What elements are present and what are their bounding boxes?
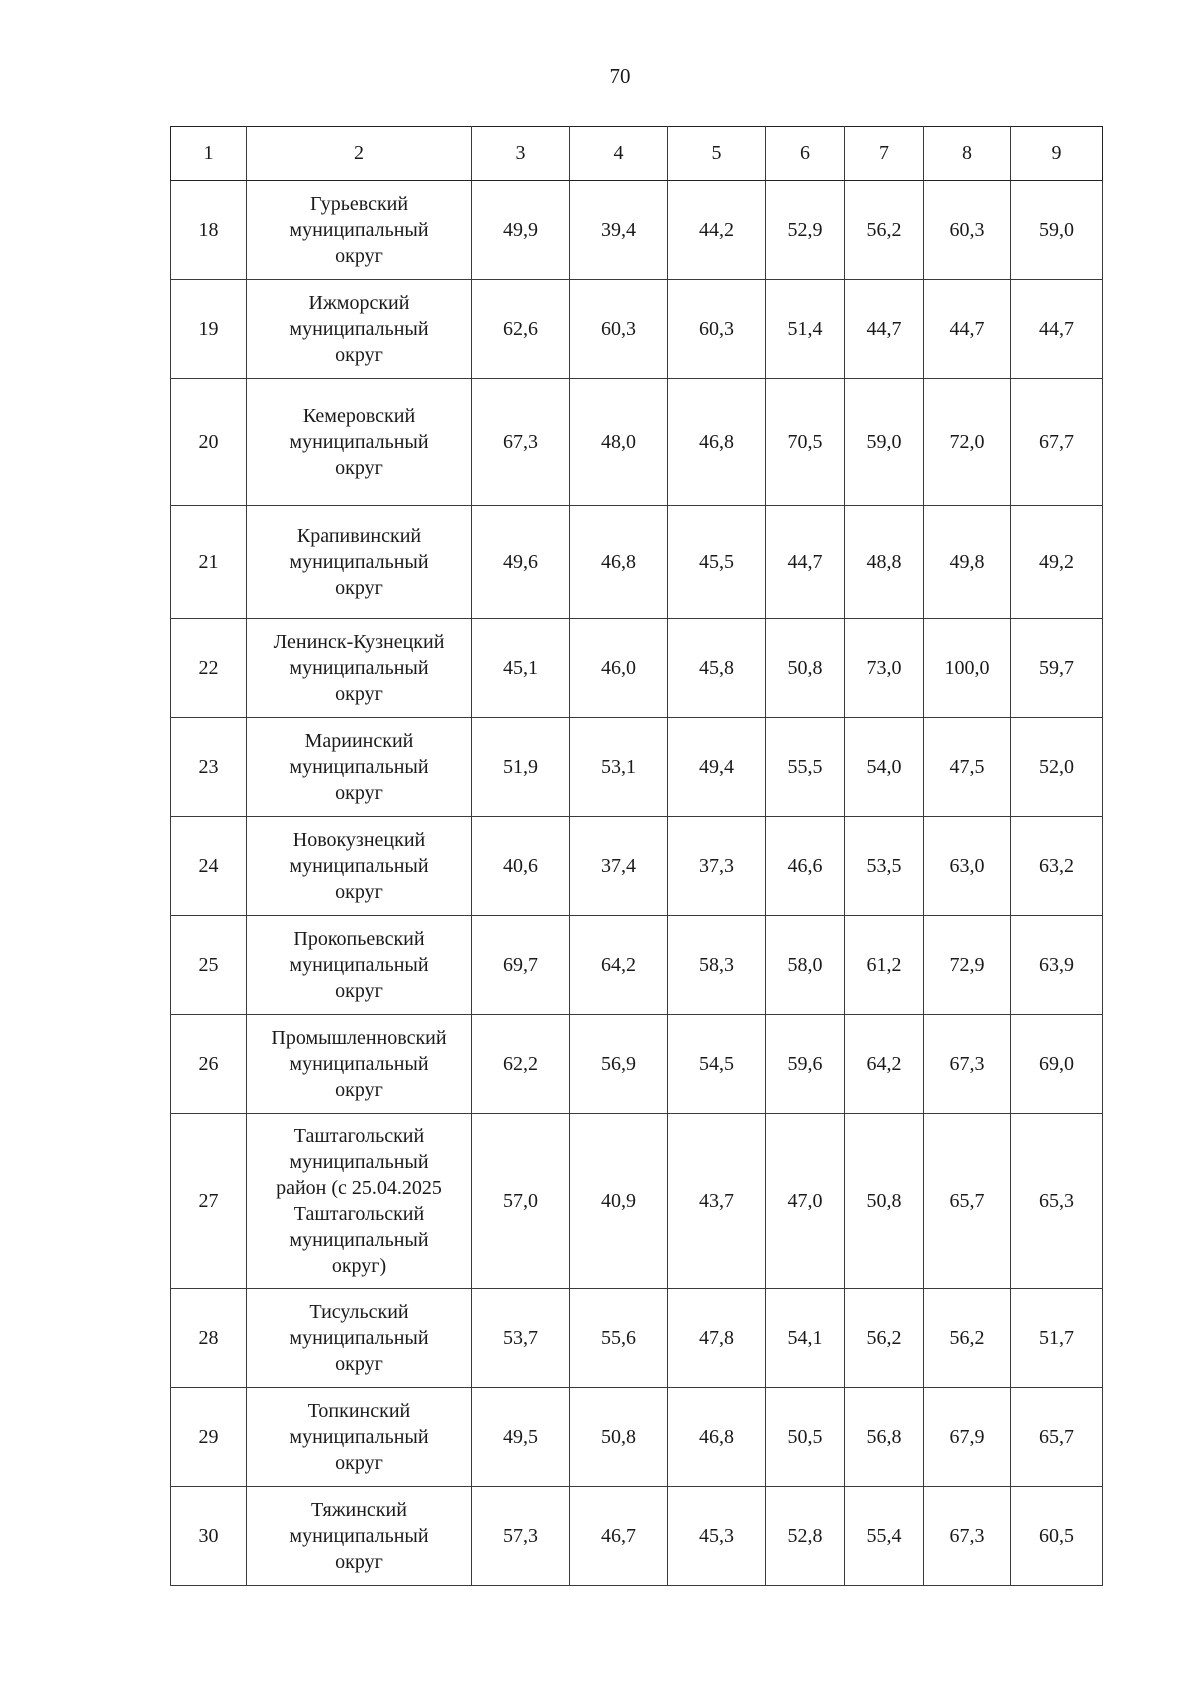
value-cell: 59,7 [1011,619,1103,718]
value-cell: 43,7 [668,1114,766,1289]
municipality-name-line: муниципальный [289,1426,429,1448]
value-cell: 51,4 [766,280,845,379]
value-cell: 54,5 [668,1015,766,1114]
value-cell: 48,0 [570,379,668,506]
value-cell: 49,2 [1011,506,1103,619]
value-cell: 65,3 [1011,1114,1103,1289]
municipality-name-line: Топкинский [307,1400,411,1422]
municipality-name-line: Гурьевский [309,193,409,215]
value-cell: 54,0 [845,718,924,817]
value-cell: 65,7 [1011,1388,1103,1487]
value-cell: 49,4 [668,718,766,817]
value-cell: 62,2 [472,1015,570,1114]
table-row [171,817,1103,916]
value-cell: 44,7 [845,280,924,379]
value-cell: 51,7 [1011,1289,1103,1388]
value-cell: 49,9 [472,181,570,280]
value-cell: 45,3 [668,1487,766,1586]
value-cell: 69,7 [472,916,570,1015]
column-header: 9 [1011,127,1103,181]
table-row [171,280,1103,379]
table-row [171,506,1103,619]
municipality-name-line: Тисульский [309,1301,409,1323]
value-cell: 67,9 [924,1388,1011,1487]
municipality-name-line: округ [335,782,383,804]
municipality-name-line: Тяжинский [311,1499,407,1521]
municipality-name-line: округ [335,980,383,1002]
value-cell: 44,7 [766,506,845,619]
value-cell: 67,3 [924,1487,1011,1586]
municipality-name-cell [247,817,472,916]
value-cell: 48,8 [845,506,924,619]
value-cell: 47,0 [766,1114,845,1289]
municipality-name-line: округ [335,1079,383,1101]
municipality-name-line: муниципальный [289,1525,429,1547]
municipality-name-line: округ [335,683,383,705]
municipality-name-line: округ [335,881,383,903]
municipality-name-line: район (с 25.04.2025 [276,1177,442,1199]
municipality-name-cell [247,181,472,280]
value-cell: 62,6 [472,280,570,379]
value-cell: 57,3 [472,1487,570,1586]
value-cell: 52,0 [1011,718,1103,817]
value-cell: 56,2 [845,181,924,280]
page-number: 70 [609,64,631,88]
municipality-name-line: Мариинский [304,730,414,752]
row-number-cell: 26 [171,1015,247,1114]
value-cell: 46,6 [766,817,845,916]
value-cell: 56,2 [845,1289,924,1388]
value-cell: 50,8 [766,619,845,718]
row-number-cell: 22 [171,619,247,718]
value-cell: 59,0 [1011,181,1103,280]
value-cell: 50,5 [766,1388,845,1487]
column-header: 3 [472,127,570,181]
municipality-name-line: округ [335,1452,383,1474]
value-cell: 67,3 [472,379,570,506]
row-number-cell: 27 [171,1114,247,1289]
municipality-name-line: округ [335,344,383,366]
municipality-name-cell [247,619,472,718]
municipality-name-line: Таштагольский [293,1125,425,1147]
table-row [171,1388,1103,1487]
value-cell: 64,2 [570,916,668,1015]
municipality-name-line: Крапивинский [296,525,422,547]
value-cell: 72,9 [924,916,1011,1015]
value-cell: 63,9 [1011,916,1103,1015]
value-cell: 49,5 [472,1388,570,1487]
row-number-cell: 24 [171,817,247,916]
municipality-name-cell [247,1388,472,1487]
value-cell: 73,0 [845,619,924,718]
row-number-cell: 30 [171,1487,247,1586]
value-cell: 54,1 [766,1289,845,1388]
value-cell: 49,8 [924,506,1011,619]
municipality-name-cell [247,379,472,506]
municipality-name-line: муниципальный [289,551,429,573]
value-cell: 60,3 [570,280,668,379]
municipality-name-line: Промышленновский [271,1027,447,1049]
value-cell: 40,9 [570,1114,668,1289]
table-row [171,1114,1103,1289]
value-cell: 46,8 [668,1388,766,1487]
value-cell: 52,9 [766,181,845,280]
municipality-name-line: муниципальный [289,657,429,679]
column-header: 5 [668,127,766,181]
municipality-name-line: муниципальный [289,756,429,778]
value-cell: 50,8 [845,1114,924,1289]
value-cell: 56,2 [924,1289,1011,1388]
row-number-cell: 18 [171,181,247,280]
value-cell: 44,7 [924,280,1011,379]
municipality-name-line: округ [335,245,383,267]
value-cell: 55,5 [766,718,845,817]
value-cell: 44,7 [1011,280,1103,379]
column-header: 8 [924,127,1011,181]
value-cell: 44,2 [668,181,766,280]
municipality-name-line: муниципальный [289,1053,429,1075]
value-cell: 72,0 [924,379,1011,506]
municipality-name-cell [247,506,472,619]
value-cell: 61,2 [845,916,924,1015]
value-cell: 59,6 [766,1015,845,1114]
value-cell: 64,2 [845,1015,924,1114]
value-cell: 53,1 [570,718,668,817]
table-row [171,718,1103,817]
municipality-name-line: округ [335,1551,383,1573]
value-cell: 52,8 [766,1487,845,1586]
data-table [170,126,1103,1586]
municipality-name-line: Таштагольский [293,1203,425,1225]
value-cell: 46,8 [668,379,766,506]
value-cell: 50,8 [570,1388,668,1487]
municipality-name-line: муниципальный [289,855,429,877]
row-number-cell: 19 [171,280,247,379]
value-cell: 53,7 [472,1289,570,1388]
table-row [171,1487,1103,1586]
value-cell: 63,2 [1011,817,1103,916]
value-cell: 67,7 [1011,379,1103,506]
municipality-name-cell [247,718,472,817]
value-cell: 51,9 [472,718,570,817]
value-cell: 40,6 [472,817,570,916]
column-header: 4 [570,127,668,181]
value-cell: 55,4 [845,1487,924,1586]
value-cell: 37,4 [570,817,668,916]
header-row [171,127,1103,181]
value-cell: 58,3 [668,916,766,1015]
value-cell: 46,0 [570,619,668,718]
municipality-name-line: муниципальный [289,1151,429,1173]
municipality-name-line: муниципальный [289,1229,429,1251]
municipality-name-line: муниципальный [289,318,429,340]
value-cell: 49,6 [472,506,570,619]
table-row [171,181,1103,280]
municipality-name-line: Ленинск-Кузнецкий [273,631,445,653]
value-cell: 57,0 [472,1114,570,1289]
row-number-cell: 28 [171,1289,247,1388]
municipality-name-line: муниципальный [289,1327,429,1349]
value-cell: 65,7 [924,1114,1011,1289]
row-number-cell: 25 [171,916,247,1015]
table-row [171,1289,1103,1388]
value-cell: 60,3 [668,280,766,379]
municipality-name-cell [247,1114,472,1289]
municipality-name-line: муниципальный [289,954,429,976]
municipality-name-line: Новокузнецкий [292,829,426,851]
municipality-name-line: муниципальный [289,219,429,241]
column-header: 6 [766,127,845,181]
municipality-name-cell [247,280,472,379]
value-cell: 47,8 [668,1289,766,1388]
value-cell: 58,0 [766,916,845,1015]
row-number-cell: 20 [171,379,247,506]
row-number-cell: 29 [171,1388,247,1487]
table-row [171,379,1103,506]
value-cell: 56,9 [570,1015,668,1114]
municipality-name-cell [247,916,472,1015]
column-header: 7 [845,127,924,181]
value-cell: 46,8 [570,506,668,619]
value-cell: 46,7 [570,1487,668,1586]
value-cell: 60,5 [1011,1487,1103,1586]
value-cell: 69,0 [1011,1015,1103,1114]
value-cell: 100,0 [924,619,1011,718]
row-number-cell: 21 [171,506,247,619]
value-cell: 59,0 [845,379,924,506]
column-header: 1 [171,127,247,181]
table-body [171,181,1103,1586]
municipality-name-cell [247,1487,472,1586]
municipality-name-line: Ижморский [308,292,410,314]
municipality-name-line: Прокопьевский [293,928,425,950]
municipality-name-line: Кемеровский [302,405,416,427]
value-cell: 53,5 [845,817,924,916]
value-cell: 47,5 [924,718,1011,817]
table-row [171,1015,1103,1114]
value-cell: 63,0 [924,817,1011,916]
value-cell: 39,4 [570,181,668,280]
table-row [171,916,1103,1015]
municipality-name-cell [247,1015,472,1114]
value-cell: 37,3 [668,817,766,916]
municipality-name-cell [247,1289,472,1388]
value-cell: 60,3 [924,181,1011,280]
municipality-name-line: округ [335,577,383,599]
row-number-cell: 23 [171,718,247,817]
value-cell: 56,8 [845,1388,924,1487]
value-cell: 45,1 [472,619,570,718]
municipality-name-line: округ [335,457,383,479]
value-cell: 45,5 [668,506,766,619]
column-header: 2 [247,127,472,181]
value-cell: 70,5 [766,379,845,506]
municipality-name-line: муниципальный [289,431,429,453]
municipality-name-line: округ [335,1353,383,1375]
municipality-name-line: округ) [331,1255,387,1277]
value-cell: 55,6 [570,1289,668,1388]
table-row [171,619,1103,718]
value-cell: 67,3 [924,1015,1011,1114]
value-cell: 45,8 [668,619,766,718]
